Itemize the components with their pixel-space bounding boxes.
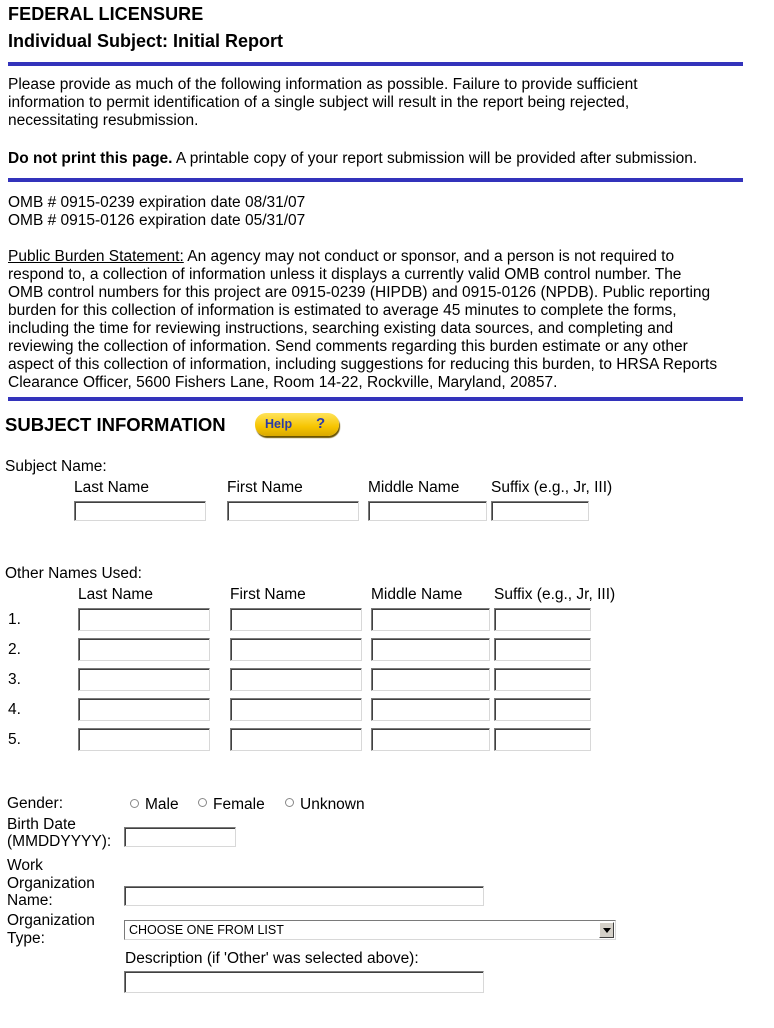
other-last-name-input[interactable] [78,728,210,751]
other-first-name-input[interactable] [230,638,362,661]
subject-last-name-input[interactable] [74,501,206,521]
row-number: 4. [8,701,21,718]
omb-line: OMB # 0915-0239 expiration date 08/31/07 [8,194,306,211]
other-first-name-input[interactable] [230,698,362,721]
burden-line: burden for this collection of information is estimated to average 45 minutes to complete the forms, [8,302,677,319]
section-title: SUBJECT INFORMATION [5,414,226,435]
gender-label: Gender: [7,795,64,812]
col-suffix: Suffix (e.g., Jr, III) [491,479,613,496]
other-middle-name-input[interactable] [371,728,490,751]
divider [8,178,743,182]
burden-label: Public Burden Statement: [8,248,184,265]
print-warning-bold: Do not print this page. [8,150,173,167]
subject-suffix-input[interactable] [491,501,589,521]
other-names-label: Other Names Used: [5,565,142,582]
col-last-name: Last Name [74,479,149,496]
print-warning [8,150,748,168]
omb-line: OMB # 0915-0126 expiration date 05/31/07 [8,212,306,229]
org-type-select[interactable] [124,920,616,940]
other-middle-name-input[interactable] [371,698,490,721]
gender-unknown-radio[interactable] [285,798,294,807]
divider [8,62,743,66]
col-middle-name: Middle Name [371,586,463,603]
col-first-name: First Name [227,479,303,496]
col-first-name: First Name [230,586,306,603]
work-org-label-line: Name: [7,892,53,909]
page-title: FEDERAL LICENSURE [8,4,204,24]
gender-male-label[interactable]: Male [145,796,179,813]
col-middle-name: Middle Name [368,479,460,496]
work-org-label [7,857,95,910]
other-suffix-input[interactable] [494,608,591,631]
description-input[interactable] [124,971,484,993]
subject-name-label: Subject Name: [5,458,107,475]
divider [8,397,743,401]
birth-date-label-line: Birth Date [7,816,76,833]
burden-line: including the time for reviewing instructions, searching existing data sources, and completing and [8,320,674,337]
gender-male-radio[interactable] [130,799,139,808]
omb-numbers [8,194,748,230]
birth-date-label [7,816,111,850]
burden-line: reviewing the collection of information. Send comments regarding this burden estimate or any other [8,338,688,355]
other-middle-name-input[interactable] [371,668,490,691]
gender-female-radio[interactable] [198,798,207,807]
subject-middle-name-input[interactable] [368,501,487,521]
other-middle-name-input[interactable] [371,638,490,661]
chevron-down-icon[interactable] [599,922,614,938]
row-number: 2. [8,641,21,658]
other-first-name-input[interactable] [230,668,362,691]
print-warning-text: A printable copy of your report submission will be provided after submission. [172,150,698,167]
other-suffix-input[interactable] [494,668,591,691]
work-org-label-line: Organization [7,874,95,892]
birth-date-label-line: (MMDDYYYY): [7,833,112,850]
col-suffix: Suffix (e.g., Jr, III) [494,586,616,603]
public-burden-statement [8,248,748,392]
help-label: Help [265,417,293,431]
birth-date-input[interactable] [124,827,236,847]
page-subtitle: Individual Subject: Initial Report [8,31,284,51]
other-suffix-input[interactable] [494,698,591,721]
row-number: 1. [8,611,21,628]
row-number: 3. [8,671,21,688]
work-org-name-input[interactable] [124,886,484,906]
gender-unknown-label[interactable]: Unknown [300,796,365,813]
burden-line: An agency may not conduct or sponsor, and a person is not required to [183,248,675,265]
intro-line: information to permit identification of a single subject will result in the report being rejected, [8,94,630,111]
other-suffix-input[interactable] [494,728,591,751]
help-button[interactable] [255,413,339,436]
col-last-name: Last Name [78,586,153,603]
subject-first-name-input[interactable] [227,501,359,521]
row-number: 5. [8,731,21,748]
org-type-label-line: Organization [7,912,95,929]
intro-line: Please provide as much of the following information as possible. Failure to provide sufficient [8,76,638,93]
other-first-name-input[interactable] [230,728,362,751]
other-last-name-input[interactable] [78,638,210,661]
burden-line: OMB control numbers for this project are 0915-0239 (HIPDB) and 0915-0126 (NPDB). Public reporting [8,284,711,301]
burden-line: aspect of this collection of information, including suggestions for reducing this burden, to HRSA Reports [8,356,718,373]
other-last-name-input[interactable] [78,608,210,631]
other-middle-name-input[interactable] [371,608,490,631]
other-first-name-input[interactable] [230,608,362,631]
org-type-label-line: Type: [7,929,45,947]
other-last-name-input[interactable] [78,698,210,721]
burden-line: respond to, a collection of information unless it displays a currently valid OMB control number. The [8,266,682,283]
org-type-selected: CHOOSE ONE FROM LIST [129,923,284,937]
description-label: Description (if 'Other' was selected above): [125,950,419,967]
burden-line: Clearance Officer, 5600 Fishers Lane, Room 14-22, Rockville, Maryland, 20857. [8,374,558,391]
gender-female-label[interactable]: Female [213,796,265,813]
other-suffix-input[interactable] [494,638,591,661]
intro-line: necessitating resubmission. [8,112,199,129]
question-icon: ? [316,415,326,432]
intro-text [8,76,748,130]
org-type-label [7,912,95,947]
other-last-name-input[interactable] [78,668,210,691]
work-org-label-line: Work [7,857,43,874]
